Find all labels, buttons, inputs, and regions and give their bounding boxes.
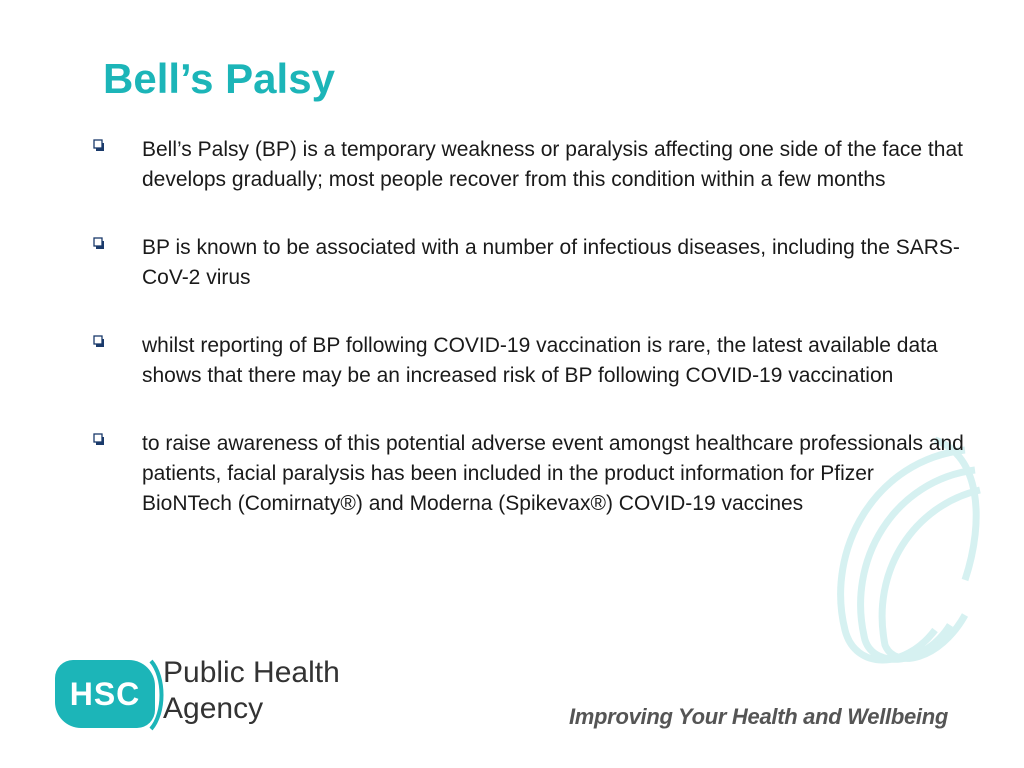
list-item <box>0 331 1024 391</box>
org-name-line2: Agency <box>163 692 264 725</box>
bullet-text: Bell’s Palsy (BP) is a temporary weakness or paralysis affecting one side of the face that develops gradually; most people recover from this condition within a few months <box>142 138 963 191</box>
list-item <box>0 233 1024 293</box>
bullet-list <box>0 135 1024 557</box>
bullet-text: BP is known to be associated with a number of infectious diseases, including the SARS-CoV-2 virus <box>142 236 960 289</box>
hollow-square-bullet-icon <box>93 433 105 446</box>
public-health-agency-logo <box>55 655 375 735</box>
organisation-name <box>163 655 340 727</box>
hollow-square-bullet-icon <box>93 335 105 348</box>
hollow-square-bullet-icon <box>93 237 105 250</box>
bullet-text: whilst reporting of BP following COVID-19 vaccination is rare, the latest available data shows that there may be an increased risk of BP following COVID-19 vaccination <box>142 334 938 387</box>
bullet-text: to raise awareness of this potential adverse event amongst healthcare professionals and patients, facial paralysis has been included in the product information for Pfizer BioNTech (Comirnaty®) and Moderna (Spikevax®) COVID-19 vaccines <box>142 432 964 515</box>
list-item <box>0 429 1024 519</box>
slide-title: Bell’s Palsy <box>103 55 335 102</box>
list-item <box>0 135 1024 195</box>
footer-tagline: Improving Your Health and Wellbeing <box>568 704 948 729</box>
hsc-logo-mark: HSC <box>55 660 155 728</box>
org-name-line1: Public Health <box>163 656 340 689</box>
hollow-square-bullet-icon <box>93 139 105 152</box>
